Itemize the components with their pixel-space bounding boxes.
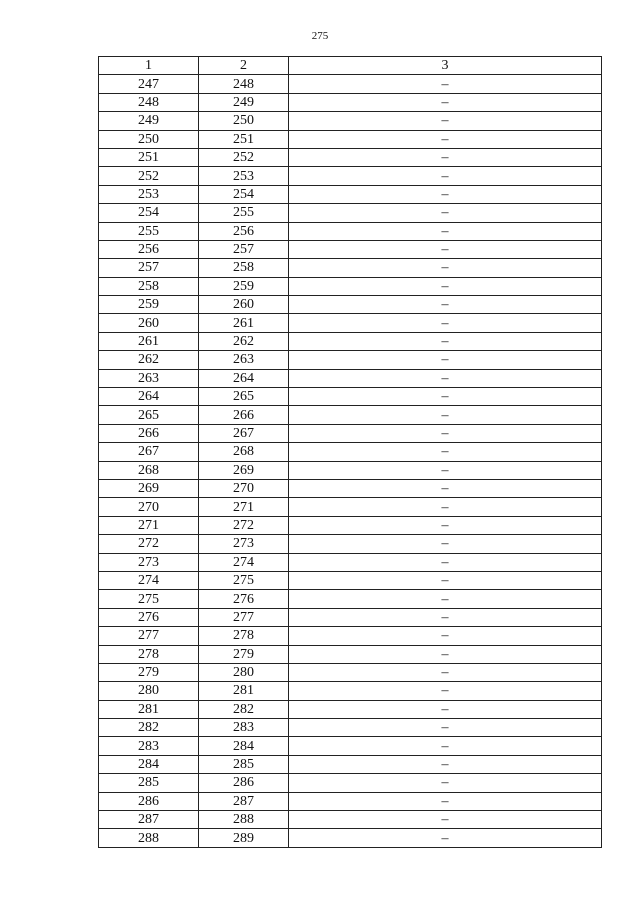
table-row bbox=[99, 663, 602, 681]
table-cell-col-3: – bbox=[289, 719, 602, 737]
data-table bbox=[98, 56, 602, 848]
table-row bbox=[99, 516, 602, 534]
table-row bbox=[99, 167, 602, 185]
table-row bbox=[99, 461, 602, 479]
table-row bbox=[99, 535, 602, 553]
table-row bbox=[99, 700, 602, 718]
table-cell-col-1: 247 bbox=[99, 75, 199, 93]
table-cell-col-1: 269 bbox=[99, 479, 199, 497]
table-cell-col-2: 284 bbox=[199, 737, 289, 755]
table-cell-col-1: 264 bbox=[99, 388, 199, 406]
table-body bbox=[99, 75, 602, 847]
table-cell-col-2: 248 bbox=[199, 75, 289, 93]
table-row bbox=[99, 719, 602, 737]
table-cell-col-2: 274 bbox=[199, 553, 289, 571]
table-cell-col-1: 285 bbox=[99, 774, 199, 792]
table-cell-col-3: – bbox=[289, 608, 602, 626]
table-cell-col-1: 262 bbox=[99, 351, 199, 369]
table-cell-col-3: – bbox=[289, 75, 602, 93]
table-cell-col-1: 268 bbox=[99, 461, 199, 479]
table-cell-col-2: 276 bbox=[199, 590, 289, 608]
table-cell-col-2: 255 bbox=[199, 204, 289, 222]
table-row bbox=[99, 627, 602, 645]
table-cell-col-3: – bbox=[289, 811, 602, 829]
table-cell-col-3: – bbox=[289, 406, 602, 424]
table-cell-col-2: 279 bbox=[199, 645, 289, 663]
table-cell-col-3: – bbox=[289, 222, 602, 240]
table-cell-col-1: 275 bbox=[99, 590, 199, 608]
table-cell-col-3: – bbox=[289, 332, 602, 350]
table-cell-col-2: 249 bbox=[199, 93, 289, 111]
table-cell-col-1: 271 bbox=[99, 516, 199, 534]
table-cell-col-2: 278 bbox=[199, 627, 289, 645]
table-row bbox=[99, 553, 602, 571]
table-cell-col-2: 250 bbox=[199, 112, 289, 130]
table-cell-col-3: – bbox=[289, 663, 602, 681]
table-cell-col-2: 259 bbox=[199, 277, 289, 295]
table-cell-col-3: – bbox=[289, 590, 602, 608]
table-cell-col-2: 273 bbox=[199, 535, 289, 553]
table-cell-col-1: 252 bbox=[99, 167, 199, 185]
table-row bbox=[99, 424, 602, 442]
table-cell-col-3: – bbox=[289, 369, 602, 387]
table-cell-col-1: 254 bbox=[99, 204, 199, 222]
table-cell-col-3: – bbox=[289, 93, 602, 111]
table-cell-col-2: 281 bbox=[199, 682, 289, 700]
table-cell-col-3: – bbox=[289, 112, 602, 130]
table-row bbox=[99, 737, 602, 755]
table-cell-col-1: 256 bbox=[99, 240, 199, 258]
table-row bbox=[99, 590, 602, 608]
table-cell-col-1: 280 bbox=[99, 682, 199, 700]
table-row bbox=[99, 479, 602, 497]
table-cell-col-1: 260 bbox=[99, 314, 199, 332]
table-cell-col-1: 249 bbox=[99, 112, 199, 130]
table-row bbox=[99, 277, 602, 295]
table-cell-col-1: 272 bbox=[99, 535, 199, 553]
column-header-3: 3 bbox=[289, 57, 602, 75]
table-cell-col-1: 288 bbox=[99, 829, 199, 847]
table-row bbox=[99, 645, 602, 663]
table-cell-col-2: 282 bbox=[199, 700, 289, 718]
table-cell-col-2: 277 bbox=[199, 608, 289, 626]
table-cell-col-1: 248 bbox=[99, 93, 199, 111]
table-cell-col-1: 257 bbox=[99, 259, 199, 277]
table-row bbox=[99, 443, 602, 461]
table-row bbox=[99, 351, 602, 369]
table-cell-col-3: – bbox=[289, 185, 602, 203]
table-cell-col-1: 277 bbox=[99, 627, 199, 645]
column-header-2: 2 bbox=[199, 57, 289, 75]
table-cell-col-1: 266 bbox=[99, 424, 199, 442]
table-row bbox=[99, 498, 602, 516]
table-row bbox=[99, 332, 602, 350]
table-cell-col-3: – bbox=[289, 148, 602, 166]
table-cell-col-1: 255 bbox=[99, 222, 199, 240]
table-cell-col-2: 288 bbox=[199, 811, 289, 829]
table-cell-col-1: 259 bbox=[99, 296, 199, 314]
table-row bbox=[99, 185, 602, 203]
table-cell-col-3: – bbox=[289, 516, 602, 534]
table-cell-col-2: 262 bbox=[199, 332, 289, 350]
table-cell-col-3: – bbox=[289, 479, 602, 497]
table-cell-col-1: 281 bbox=[99, 700, 199, 718]
table-cell-col-3: – bbox=[289, 388, 602, 406]
table-cell-col-2: 257 bbox=[199, 240, 289, 258]
table-row bbox=[99, 369, 602, 387]
table-row bbox=[99, 148, 602, 166]
table-cell-col-2: 283 bbox=[199, 719, 289, 737]
table-cell-col-3: – bbox=[289, 498, 602, 516]
table-cell-col-2: 256 bbox=[199, 222, 289, 240]
table-cell-col-1: 282 bbox=[99, 719, 199, 737]
table-cell-col-2: 270 bbox=[199, 479, 289, 497]
table-cell-col-1: 284 bbox=[99, 755, 199, 773]
table-cell-col-2: 266 bbox=[199, 406, 289, 424]
table-row bbox=[99, 811, 602, 829]
table-cell-col-3: – bbox=[289, 755, 602, 773]
table-cell-col-1: 273 bbox=[99, 553, 199, 571]
table-row bbox=[99, 755, 602, 773]
table-cell-col-3: – bbox=[289, 443, 602, 461]
table-cell-col-1: 265 bbox=[99, 406, 199, 424]
table-cell-col-1: 251 bbox=[99, 148, 199, 166]
table-cell-col-3: – bbox=[289, 204, 602, 222]
table-cell-col-3: – bbox=[289, 351, 602, 369]
table-cell-col-2: 289 bbox=[199, 829, 289, 847]
table-row bbox=[99, 112, 602, 130]
table-cell-col-2: 252 bbox=[199, 148, 289, 166]
table-cell-col-2: 263 bbox=[199, 351, 289, 369]
table-row bbox=[99, 608, 602, 626]
table-cell-col-3: – bbox=[289, 645, 602, 663]
table-cell-col-3: – bbox=[289, 259, 602, 277]
table-row bbox=[99, 240, 602, 258]
table-row bbox=[99, 204, 602, 222]
page-number: 275 bbox=[311, 30, 329, 42]
table-cell-col-3: – bbox=[289, 829, 602, 847]
table-cell-col-1: 270 bbox=[99, 498, 199, 516]
table-cell-col-3: – bbox=[289, 571, 602, 589]
table-row bbox=[99, 792, 602, 810]
table-cell-col-3: – bbox=[289, 737, 602, 755]
table-cell-col-2: 253 bbox=[199, 167, 289, 185]
table-cell-col-2: 267 bbox=[199, 424, 289, 442]
table-cell-col-2: 285 bbox=[199, 755, 289, 773]
table-cell-col-3: – bbox=[289, 535, 602, 553]
table-cell-col-3: – bbox=[289, 682, 602, 700]
table-cell-col-2: 258 bbox=[199, 259, 289, 277]
table-cell-col-3: – bbox=[289, 792, 602, 810]
table-cell-col-2: 272 bbox=[199, 516, 289, 534]
table-cell-col-2: 271 bbox=[199, 498, 289, 516]
table-row bbox=[99, 93, 602, 111]
table-cell-col-3: – bbox=[289, 700, 602, 718]
table-cell-col-3: – bbox=[289, 461, 602, 479]
table-cell-col-1: 253 bbox=[99, 185, 199, 203]
column-header-1: 1 bbox=[99, 57, 199, 75]
table-row bbox=[99, 682, 602, 700]
table-cell-col-1: 286 bbox=[99, 792, 199, 810]
table-cell-col-2: 286 bbox=[199, 774, 289, 792]
table-cell-col-2: 264 bbox=[199, 369, 289, 387]
table-header bbox=[99, 57, 602, 75]
table-cell-col-2: 268 bbox=[199, 443, 289, 461]
header-row bbox=[99, 57, 602, 75]
table-cell-col-3: – bbox=[289, 296, 602, 314]
table-cell-col-1: 258 bbox=[99, 277, 199, 295]
table-cell-col-1: 267 bbox=[99, 443, 199, 461]
table-cell-col-3: – bbox=[289, 130, 602, 148]
table-cell-col-1: 287 bbox=[99, 811, 199, 829]
table-cell-col-3: – bbox=[289, 240, 602, 258]
table-cell-col-3: – bbox=[289, 774, 602, 792]
table-cell-col-1: 274 bbox=[99, 571, 199, 589]
table-cell-col-2: 260 bbox=[199, 296, 289, 314]
table-row bbox=[99, 388, 602, 406]
table-cell-col-2: 254 bbox=[199, 185, 289, 203]
table-cell-col-3: – bbox=[289, 424, 602, 442]
table-cell-col-1: 278 bbox=[99, 645, 199, 663]
table-row bbox=[99, 130, 602, 148]
table-row bbox=[99, 829, 602, 847]
table-cell-col-3: – bbox=[289, 167, 602, 185]
table-row bbox=[99, 296, 602, 314]
table-cell-col-3: – bbox=[289, 553, 602, 571]
table-row bbox=[99, 222, 602, 240]
table-cell-col-2: 280 bbox=[199, 663, 289, 681]
table-row bbox=[99, 259, 602, 277]
table-cell-col-2: 269 bbox=[199, 461, 289, 479]
table-row bbox=[99, 314, 602, 332]
table-cell-col-1: 261 bbox=[99, 332, 199, 350]
table-row bbox=[99, 75, 602, 93]
table-row bbox=[99, 406, 602, 424]
table-cell-col-1: 283 bbox=[99, 737, 199, 755]
table-cell-col-1: 263 bbox=[99, 369, 199, 387]
table-row bbox=[99, 774, 602, 792]
table-cell-col-2: 261 bbox=[199, 314, 289, 332]
table-cell-col-1: 279 bbox=[99, 663, 199, 681]
table-cell-col-2: 287 bbox=[199, 792, 289, 810]
table-row bbox=[99, 571, 602, 589]
table-cell-col-3: – bbox=[289, 627, 602, 645]
table-cell-col-1: 250 bbox=[99, 130, 199, 148]
table-cell-col-3: – bbox=[289, 314, 602, 332]
table-cell-col-2: 251 bbox=[199, 130, 289, 148]
table-cell-col-2: 275 bbox=[199, 571, 289, 589]
table-cell-col-2: 265 bbox=[199, 388, 289, 406]
table-cell-col-1: 276 bbox=[99, 608, 199, 626]
table-cell-col-3: – bbox=[289, 277, 602, 295]
